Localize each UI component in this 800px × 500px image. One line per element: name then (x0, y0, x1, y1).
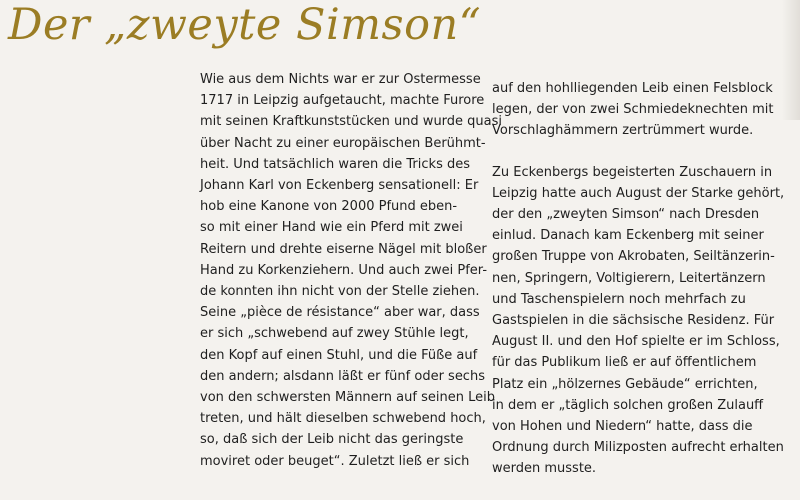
text-line: Leipzig hatte auch August der Starke gehört, (492, 185, 785, 201)
text-line: Hand zu Korkenziehern. Und auch zwei Pfer- (200, 262, 488, 278)
text-line: de konnten ihn nicht von der Stelle ziehen. (200, 284, 480, 300)
text-line: Seine „pièce de résistance“ aber war, dass (200, 305, 480, 321)
text-line: und Taschenspielern noch mehrfach zu (492, 291, 746, 307)
text-line: Wie aus dem Nichts war er zur Ostermesse (200, 72, 481, 87)
text-line: treten, und hält dieselben schwebend hoch, (200, 411, 486, 427)
text-line: auf den hohlliegenden Leib einen Felsblock (492, 81, 773, 96)
text-line: Ordnung durch Milizposten aufrecht erhalten (492, 440, 784, 456)
text-line: er sich „schwebend auf zwey Stühle legt, (200, 326, 469, 342)
text-column-right (492, 78, 798, 500)
text-line: für das Publikum ließ er auf öffentlichem (492, 355, 757, 371)
paragraph (200, 69, 503, 472)
text-line: Vorschlaghämmern zertrümmert wurde. (492, 123, 754, 139)
page-title: Der „zweyte Simson“ (8, 0, 482, 50)
text-line: von den schwersten Männern auf seinen Leib (200, 390, 495, 406)
text-line: hob eine Kanone von 2000 Pfund eben- (200, 199, 458, 215)
text-line: Gastspielen in die sächsische Residenz. Für (492, 313, 775, 329)
text-line: einlud. Danach kam Eckenberg mit seiner (492, 228, 764, 244)
text-line: Reitern und drehte eiserne Nägel mit bloßer (200, 241, 487, 257)
text-line: Zu Eckenbergs begeisterten Zuschauern in (492, 164, 773, 180)
text-line: Johann Karl von Eckenberg sensationell: Er (200, 178, 479, 194)
text-line: so, daß sich der Leib nicht das geringste (200, 432, 464, 448)
text-line: der den „zweyten Simson“ nach Dresden (492, 207, 760, 223)
paragraph (492, 162, 798, 480)
text-line: moviret oder beuget“. Zuletzt ließ er sich (200, 453, 470, 469)
text-line: von Hohen und Niedern“ hatte, dass die (492, 419, 753, 435)
text-line: August II. und den Hof spielte er im Schloss, (492, 334, 780, 350)
text-line: nen, Springern, Voltigierern, Leitertänzern (492, 270, 766, 286)
text-line: in dem er „täglich solchen großen Zulauff (492, 397, 764, 413)
text-line: großen Truppe von Akrobaten, Seiltänzerin- (492, 249, 775, 265)
text-line: den andern; alsdann läßt er fünf oder sechs (200, 368, 485, 384)
paragraph (492, 78, 798, 142)
text-line: 1717 in Leipzig aufgetaucht, machte Furore (200, 93, 485, 109)
text-line: heit. Und tatsächlich waren die Tricks des (200, 156, 470, 172)
text-line: so mit einer Hand wie ein Pferd mit zwei (200, 220, 463, 236)
text-line: Platz ein „hölzernes Gebäude“ errichten, (492, 376, 758, 392)
text-line: mit seinen Kraftkunststücken und wurde quasi (200, 114, 503, 130)
text-line: über Nacht zu einer europäischen Berühmt- (200, 135, 486, 151)
text-line: werden musste. (492, 461, 597, 477)
text-line: legen, der von zwei Schmiedeknechten mit (492, 102, 774, 118)
text-line: den Kopf auf einen Stuhl, und die Füße auf (200, 347, 478, 363)
text-column-left (200, 69, 503, 492)
